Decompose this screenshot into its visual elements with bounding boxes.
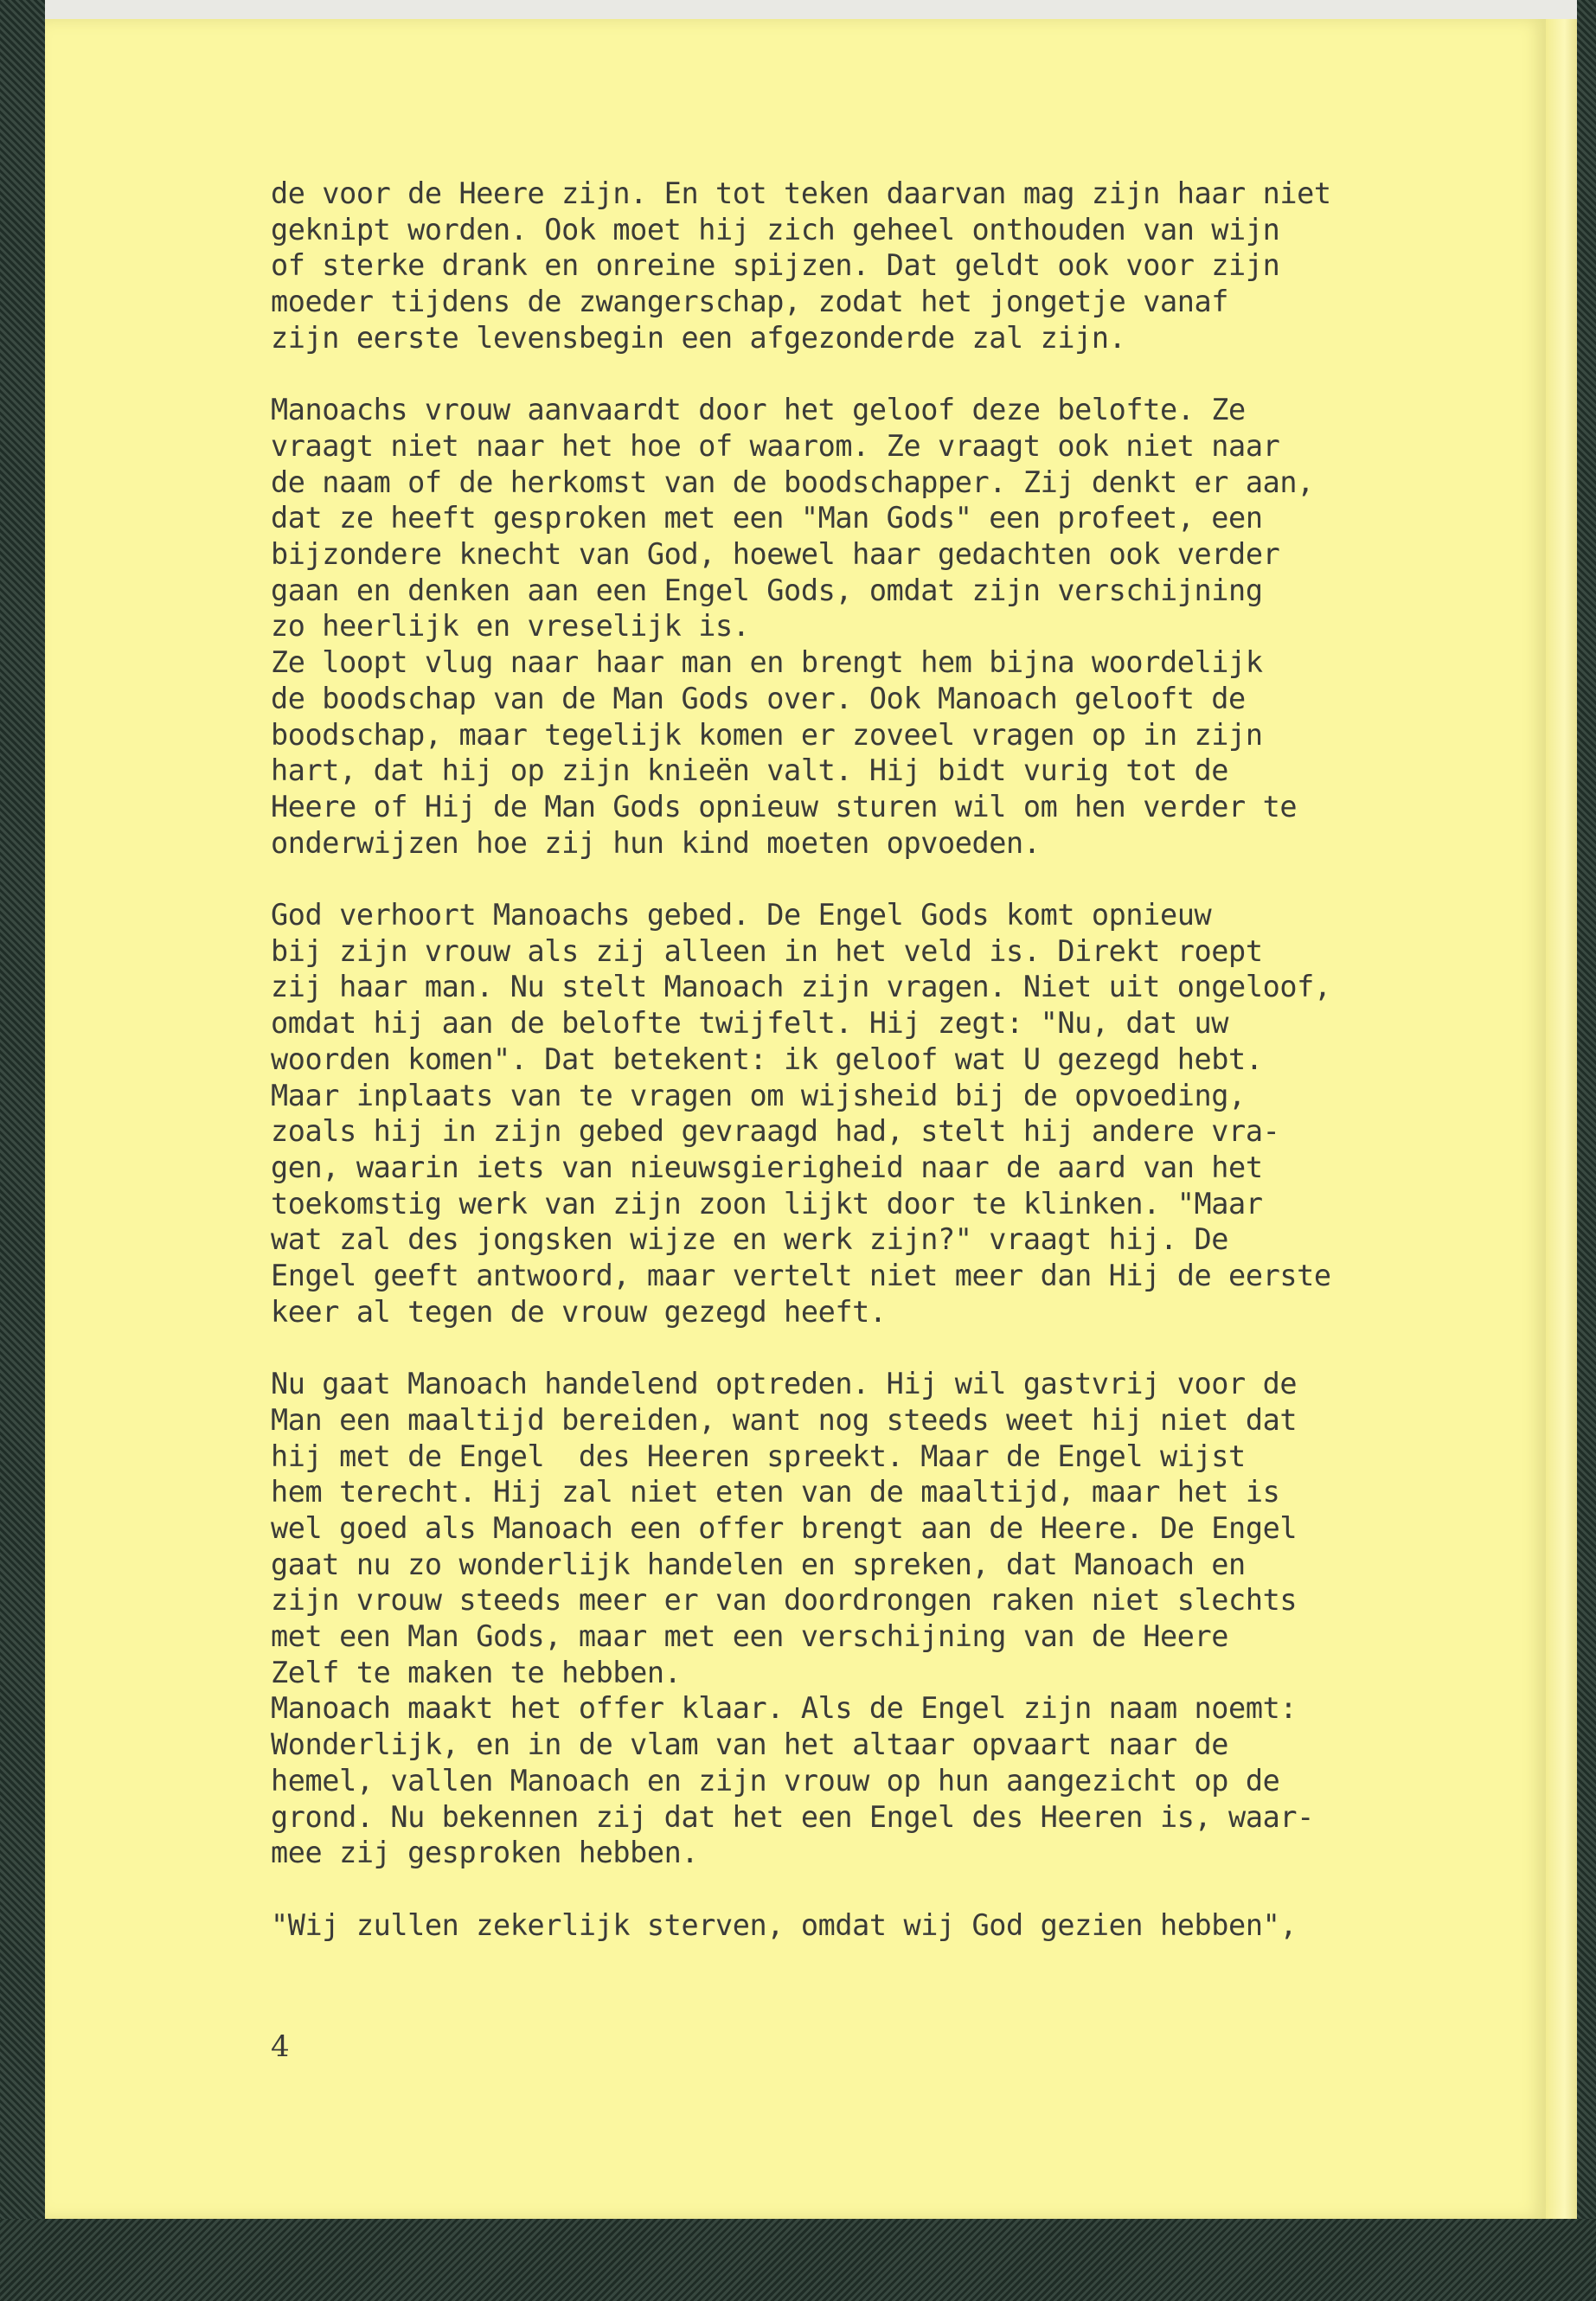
page-number: 4 [271,2029,290,2064]
text-line: zijn vrouw steeds meer er van doordrongen raken niet slechts [271,1583,1298,1618]
text-line: Man een maaltijd bereiden, want nog steeds weet hij niet dat [271,1402,1298,1437]
text-line: of sterke drank en onreine spijzen. Dat geldt ook voor zijn [271,248,1280,283]
text-line: Ze loopt vlug naar haar man en brengt hem bijna woordelijk [271,645,1263,680]
text-line: de boodschap van de Man Gods over. Ook Manoach gelooft de [271,681,1246,715]
text-line: hem terecht. Hij zal niet eten van de maaltijd, maar het is [271,1475,1280,1509]
paragraph [271,1690,1482,1871]
text-line: onderwijzen hoe zij hun kind moeten opvoeden. [271,825,1041,860]
text-line: woorden komen". Dat betekent: ik geloof wat U gezegd hebt. [271,1042,1263,1076]
text-line: Nu gaat Manoach handelend optreden. Hij wil gastvrij voor de [271,1367,1298,1401]
text-line: Manoachs vrouw aanvaardt door het geloof deze belofte. Ze [271,393,1246,427]
book-binding-left [0,0,45,2301]
text-line: dat ze heeft gesproken met een "Man Gods" een profeet, een [271,501,1263,535]
text-line: Wonderlijk, en in de vlam van het altaar opvaart naar de [271,1727,1229,1762]
text-line: bij zijn vrouw als zij alleen in het veld is. Direkt roept [271,933,1263,968]
book-binding-bottom [0,2219,1596,2301]
text-line: de voor de Heere zijn. En tot teken daarvan mag zijn haar niet [271,176,1331,210]
text-line: Heere of Hij de Man Gods opnieuw sturen wil om hen verder te [271,789,1298,824]
text-line: hemel, vallen Manoach en zijn vrouw op hun aangezicht op de [271,1763,1280,1798]
text-line: Zelf te maken te hebben. [271,1655,682,1689]
paragraph [271,1907,1482,1944]
text-line: zoals hij in zijn gebed gevraagd had, stelt hij andere vra- [271,1114,1280,1149]
page-right-edge [1546,19,1577,2219]
text-line: grond. Nu bekennen zij dat het een Engel des Heeren is, waar- [271,1799,1314,1834]
text-line: Engel geeft antwoord, maar vertelt niet meer dan Hij de eerste [271,1259,1331,1293]
paragraph [271,176,1482,356]
text-line: toekomstig werk van zijn zoon lijkt door te klinken. "Maar [271,1186,1263,1221]
text-line: vraagt niet naar het hoe of waarom. Ze vraagt ook niet naar [271,428,1280,463]
text-line: wel goed als Manoach een offer brengt aan de Heere. De Engel [271,1510,1298,1545]
text-line: gaan en denken aan een Engel Gods, omdat zijn verschijning [271,573,1263,607]
paragraph [271,897,1482,1330]
text-line: geknipt worden. Ook moet hij zich geheel onthouden van wijn [271,212,1280,247]
text-line: omdat hij aan de belofte twijfelt. Hij zegt: "Nu, dat uw [271,1006,1229,1041]
page-top-edge [45,0,1577,19]
text-line: God verhoort Manoachs gebed. De Engel Gods komt opnieuw [271,898,1212,933]
text-line: Maar inplaats van te vragen om wijsheid bij de opvoeding, [271,1078,1246,1112]
paragraph [271,644,1482,861]
text-line: met een Man Gods, maar met een verschijning van de Heere [271,1619,1229,1654]
paragraph [271,392,1482,644]
text-line: mee zij gesproken hebben. [271,1836,699,1870]
text-line: zijn eerste levensbegin een afgezonderde zal zijn. [271,320,1126,355]
text-line: gen, waarin iets van nieuwsgierigheid naar de aard van het [271,1150,1263,1184]
text-line: gaat nu zo wonderlijk handelen en spreken, dat Manoach en [271,1547,1246,1581]
text-line: bijzondere knecht van God, hoewel haar gedachten ook verder [271,537,1280,572]
paragraph [271,1366,1482,1690]
text-line: hart, dat hij op zijn knieën valt. Hij bidt vurig tot de [271,753,1229,788]
text-line: zo heerlijk en vreselijk is. [271,609,750,644]
text-line: "Wij zullen zekerlijk sterven, omdat wij God gezien hebben", [271,1907,1298,1942]
text-line: hij met de Engel des Heeren spreekt. Maar de Engel wijst [271,1439,1246,1473]
text-line: wat zal des jongsken wijze en werk zijn?" vraagt hij. De [271,1222,1229,1257]
text-line: Manoach maakt het offer klaar. Als de Engel zijn naam noemt: [271,1691,1298,1726]
text-line: de naam of de herkomst van de boodschapper. Zij denkt er aan, [271,465,1314,499]
book-binding-right [1577,0,1596,2301]
text-line: moeder tijdens de zwangerschap, zodat het jongetje vanaf [271,285,1229,319]
text-line: keer al tegen de vrouw gezegd heeft. [271,1294,887,1329]
text-line: zij haar man. Nu stelt Manoach zijn vragen. Niet uit ongeloof, [271,970,1331,1004]
text-line: boodschap, maar tegelijk komen er zoveel vragen op in zijn [271,717,1263,752]
body-text [271,176,1482,1943]
